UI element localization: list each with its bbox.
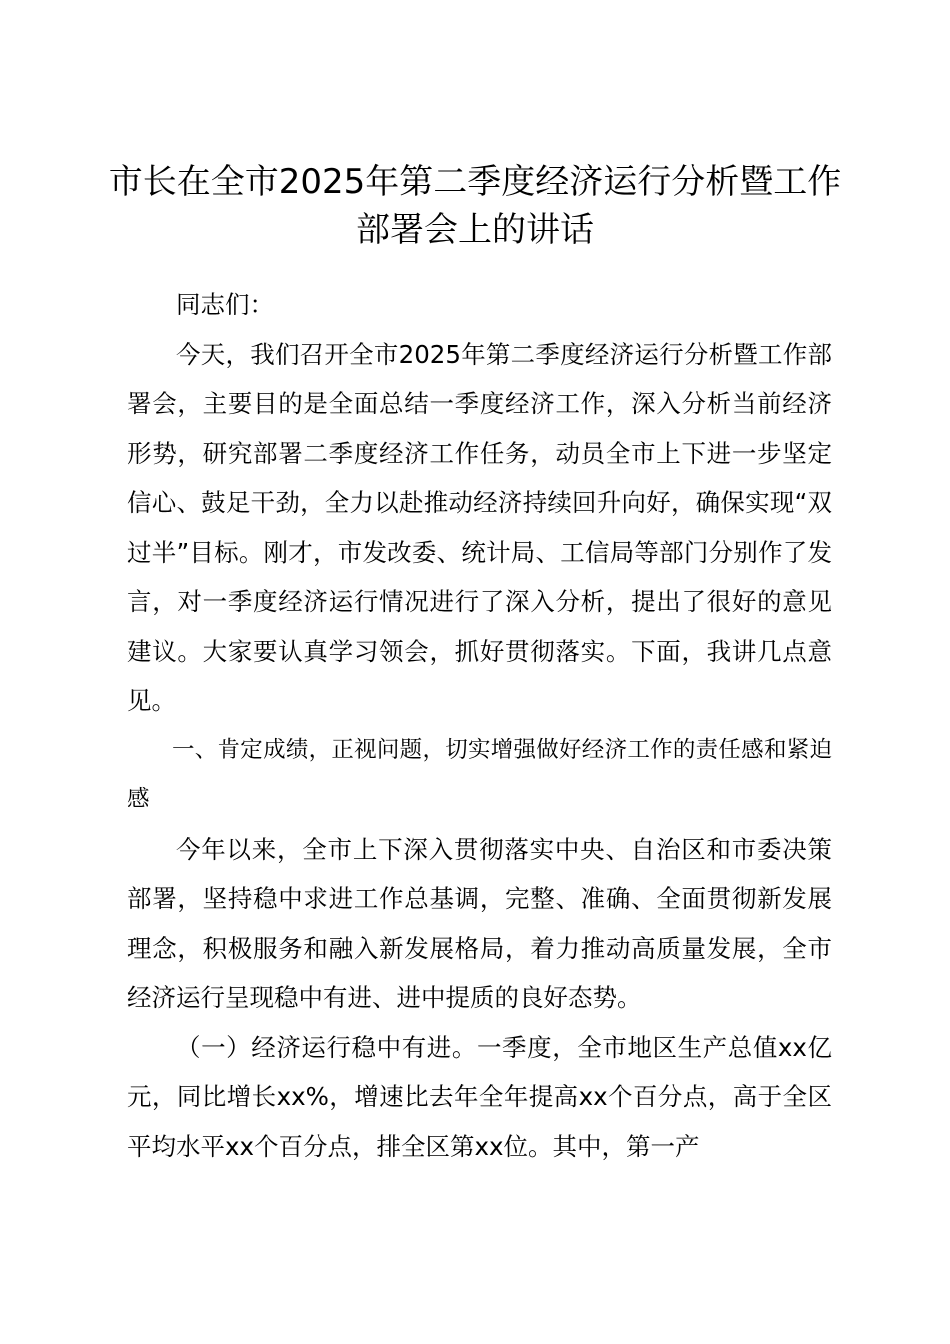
document-title: 市长在全市2025年第二季度经济运行分析暨工作部署会上的讲话 [108, 162, 842, 250]
body-paragraph: 今年以来，全市上下深入贯彻落实中央、自治区和市委决策部署，坚持稳中求进工作总基调，完整、准确、全面贯彻新发展理念，积极服务和融入新发展格局，着力推动高质量发展，全市经济运行呈现稳中有进、进中提质的良好态势。 [127, 834, 832, 1012]
salutation-paragraph: 同志们： [176, 290, 274, 319]
document-body [127, 280, 832, 1171]
section-heading: 一、肯定成绩，正视问题，切实增强做好经济工作的责任感和紧迫感 [127, 736, 832, 812]
intro-paragraph: 今天，我们召开全市2025年第二季度经济运行分析暨工作部署会，主要目的是全面总结一季度经济工作，深入分析当前经济形势，研究部署二季度经济工作任务，动员全市上下进一步坚定信心、鼓足干劲，全力以赴推动经济持续回升向好，确保实现“双过半”目标。刚才，市发改委、统计局、工信局等部门分别作了发言，对一季度经济运行情况进行了深入分析，提出了很好的意见建议。大家要认真学习领会，抓好贯彻落实。下面，我讲几点意见。 [127, 339, 832, 715]
body-paragraph: （一）经济运行稳中有进。一季度，全市地区生产总值xx亿元，同比增长xx%，增速比去年全年提高xx个百分点，高于全区平均水平xx个百分点，排全区第xx位。其中，第一产 [127, 1032, 832, 1161]
